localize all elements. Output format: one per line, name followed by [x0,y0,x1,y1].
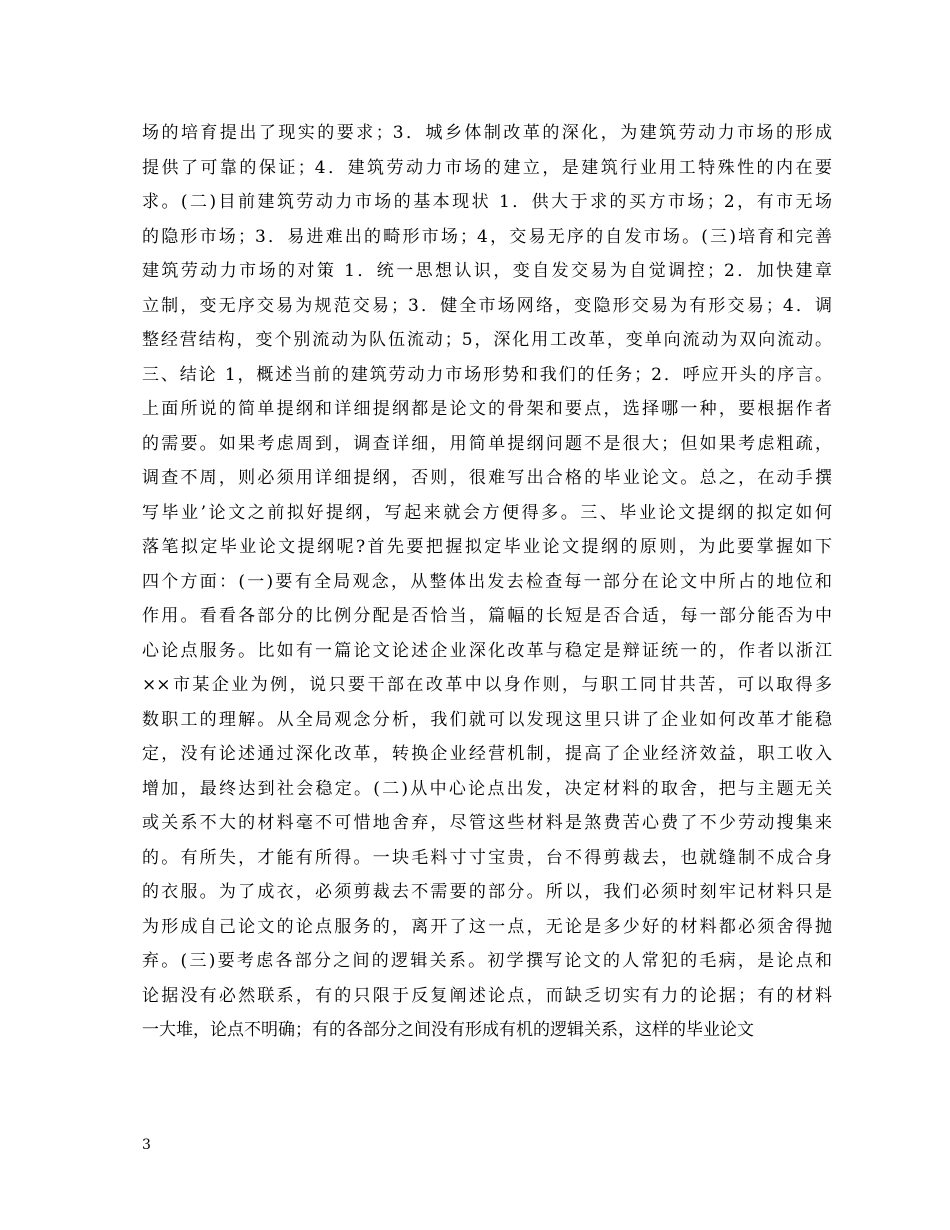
text-line-5: 建筑劳动力市场的对策 1．统一思想认识，变自发交易为自觉调控；2．加快建章 [142,261,832,281]
text-line-25: 弃。(三)要考虑各部分之间的逻辑关系。初学撰写论文的人常犯的毛病，是论点和 [142,951,832,971]
text-line-19: 定，没有论述通过深化改革，转换企业经营机制，提高了企业经济效益，职工收入 [142,744,832,764]
text-line-27: 一大堆，论点不明确；有的各部分之间没有形成有机的逻辑关系，这样的毕业论文 [142,1020,754,1040]
text-line-23: 的衣服。为了成衣，必须剪裁去不需要的部分。所以，我们必须时刻牢记材料只是 [142,882,832,902]
text-line-7: 整经营结构，变个别流动为队伍流动；5，深化用工改革，变单向流动为双向流动。 [142,330,832,350]
text-line-4: 的隐形市场；3．易进难出的畸形市场；4，交易无序的自发市场。(三)培育和完善 [142,226,832,247]
text-line-20: 增加，最终达到社会稳定。(二)从中心论点出发，决定材料的取舍，把与主题无关 [142,778,832,799]
text-line-24: 为形成自己论文的论点服务的，离开了这一点，无论是多少好的材料都必须舍得抛 [142,916,832,937]
text-line-1: 场的培育提出了现实的要求；3．城乡体制改革的深化，为建筑劳动力市场的形成 [142,123,832,143]
text-line-17: ××市某企业为例，说只要干部在改革中以身作则，与职工同甘共苦，可以取得多 [142,675,832,695]
text-line-11: 调查不周，则必须用详细提纲，否则，很难写出合格的毕业论文。总之，在动手撰 [142,468,832,488]
page-number: 3 [142,1137,151,1153]
text-line-2: 提供了可靠的保证；4．建筑劳动力市场的建立，是建筑行业用工特殊性的内在要 [142,157,832,178]
text-line-13: 落笔拟定毕业论文提纲呢?首先要把握拟定毕业论文提纲的原则，为此要掌握如下 [142,537,832,557]
text-line-26: 论据没有必然联系，有的只限于反复阐述论点，而缺乏切实有力的论据；有的材料 [142,985,832,1006]
text-line-22: 的。有所失，才能有所得。一块毛料寸寸宝贵，台不得剪裁去，也就缝制不成合身 [142,847,832,868]
text-line-12: 写毕业’论文之前拟好提纲，写起来就会方便得多。三、毕业论文提纲的拟定如何 [142,502,832,523]
text-line-21: 或关系不大的材料毫不可惜地舍弃，尽管这些材料是煞费苦心费了不少劳动搜集来 [142,813,832,833]
text-line-16: 心论点服务。比如有一篇论文论述企业深化改革与稳定是辩证统一的，作者以浙江 [142,640,832,661]
text-line-8: 三、结论 1，概述当前的建筑劳动力市场形势和我们的任务；2．呼应开头的序言。 [142,364,832,385]
text-line-18: 数职工的理解。从全局观念分析，我们就可以发现这里只讲了企业如何改革才能稳 [142,709,832,730]
text-line-14: 四个方面：(一)要有全局观念，从整体出发去检查每一部分在论文中所占的地位和 [142,571,832,592]
text-line-6: 立制，变无序交易为规范交易；3．健全市场网络，变隐形交易为有形交易；4．调 [142,295,832,316]
text-line-15: 作用。看看各部分的比例分配是否恰当，篇幅的长短是否合适，每一部分能否为中 [142,606,832,626]
body-text [142,116,832,1048]
text-line-9: 上面所说的简单提纲和详细提纲都是论文的骨架和要点，选择哪一种，要根据作者 [142,399,832,419]
text-line-3: 求。(二)目前建筑劳动力市场的基本现状 1．供大于求的买方市场；2，有市无场 [142,192,832,212]
text-line-10: 的需要。如果考虑周到，调查详细，用简单提纲问题不是很大；但如果考虑粗疏， [142,433,832,454]
